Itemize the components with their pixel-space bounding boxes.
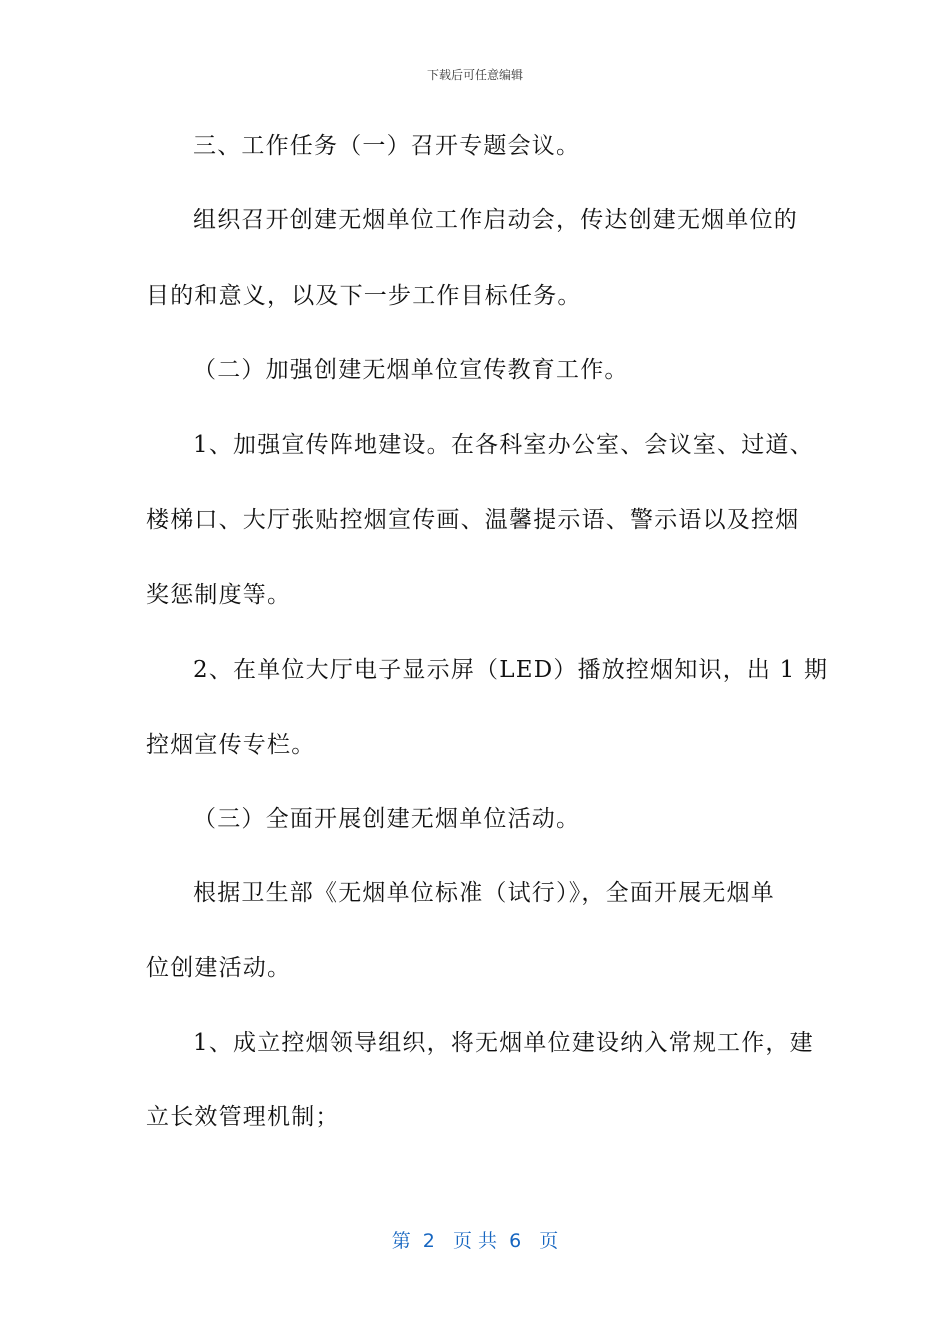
text-line: 组织召开创建无烟单位工作启动会，传达创建无烟单位的 [193,207,798,233]
text-line: 根据卫生部《无烟单位标准（试行）》，全面开展无烟单 [193,880,775,906]
text-line: 1、成立控烟领导组织，将无烟单位建设纳入常规工作，建 [193,1030,814,1056]
text-line: 三、工作任务（一）召开专题会议。 [193,133,581,159]
text-line: 奖惩制度等。 [146,582,292,608]
text-line: 位创建活动。 [146,955,292,981]
text-line: 控烟宣传专栏。 [146,732,316,758]
text-line: 目的和意义，以及下一步工作目标任务。 [146,283,582,309]
text-line: 立长效管理机制； [146,1104,340,1130]
page-header-note: 下载后可任意编辑 [426,68,523,82]
page-number-footer: 第 2 页 共 6 页 [391,1230,559,1252]
text-line: （二）加强创建无烟单位宣传教育工作。 [193,357,629,383]
text-line: 2、在单位大厅电子显示屏（LED）播放控烟知识，出 1 期 [193,657,829,683]
text-line: （三）全面开展创建无烟单位活动。 [193,806,581,832]
text-line: 1、加强宣传阵地建设。在各科室办公室、会议室、过道、 [193,432,814,458]
text-line: 楼梯口、大厅张贴控烟宣传画、温馨提示语、警示语以及控烟 [146,507,800,533]
